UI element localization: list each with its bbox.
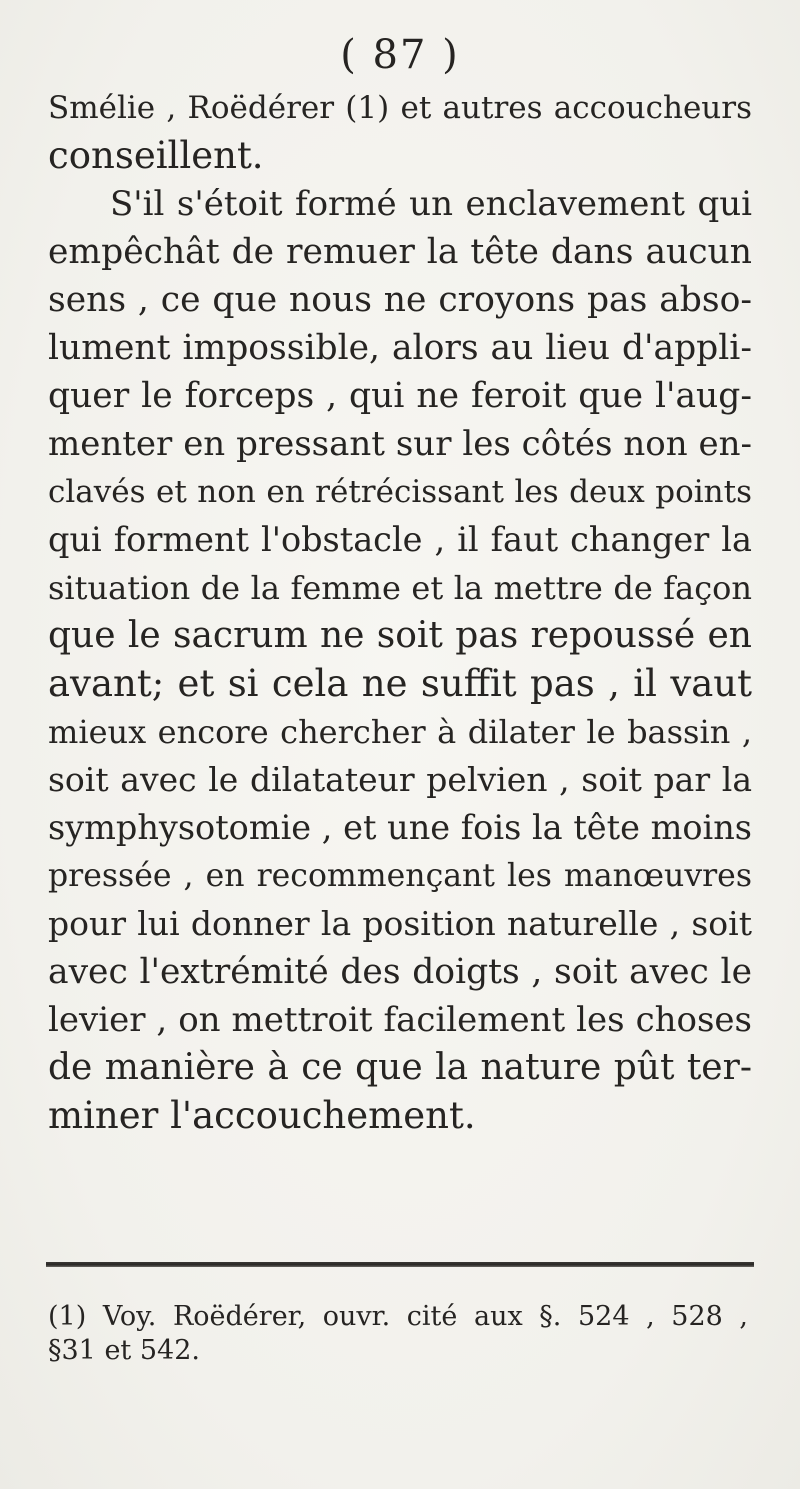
footnote-line: §31 et 542. — [48, 1335, 200, 1366]
text-line: pour lui donner la position naturelle , soit — [48, 904, 752, 943]
footnote-separator — [46, 1262, 754, 1267]
text-line: sens , ce que nous ne croyons pas abso- — [48, 280, 752, 320]
page-number: ( 87 ) — [340, 32, 460, 78]
text-line: levier , on mettroit facilement les choses — [48, 1000, 752, 1040]
text-line: quer le forceps , qui ne feroit que l'aug- — [48, 376, 752, 416]
text-line: lument impossible, alors au lieu d'appli- — [48, 328, 752, 368]
text-line: Smélie , Roëdérer (1) et autres accoucheurs — [48, 90, 752, 126]
text-line: de manière à ce que la nature pût ter- — [48, 1047, 752, 1088]
text-line: avec l'extrémité des doigts , soit avec le — [48, 952, 752, 992]
text-line: S'il s'étoit formé un enclavement qui — [110, 184, 752, 224]
text-line: situation de la femme et la mettre de façon — [48, 569, 752, 607]
text-line: empêchât de remuer la tête dans aucun — [48, 232, 752, 272]
text-line: symphysotomie , et une fois la tête moins — [48, 808, 752, 847]
text-line: pressée , en recommençant les manœuvres — [48, 858, 752, 894]
text-line: conseillent. — [48, 134, 264, 177]
text-line: qui forment l'obstacle , il faut changer la — [48, 520, 752, 559]
text-line: clavés et non en rétrécissant les deux points — [48, 474, 752, 510]
text-line: soit avec le dilatateur pelvien , soit par la — [48, 760, 752, 799]
text-line: miner l'accouchement. — [48, 1094, 476, 1137]
text-line: que le sacrum ne soit pas repoussé en — [48, 615, 752, 656]
text-line: avant; et si cela ne suffit pas , il vaut — [48, 662, 752, 705]
footnote-line: (1) Voy. Roëdérer, ouvr. cité aux §. 524 , 528 , — [48, 1301, 748, 1332]
text-line: mieux encore chercher à dilater le bassin , — [48, 713, 752, 751]
text-line: menter en pressant sur les côtés non en- — [48, 424, 752, 464]
